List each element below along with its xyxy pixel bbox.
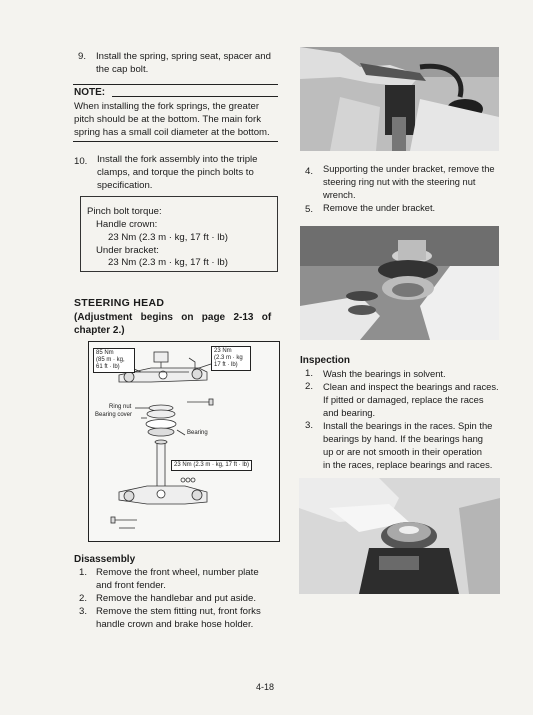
handle-crown-label: Handle crown: <box>96 219 158 230</box>
disassembly-1-number: 1. <box>79 567 88 578</box>
step-5-line-1: Remove the under bracket. <box>323 203 436 213</box>
section-title: STEERING HEAD <box>74 297 165 309</box>
step-10-number: 10. <box>74 156 88 167</box>
step-9-number: 9. <box>78 51 87 62</box>
disassembly-2-number: 2. <box>79 593 88 604</box>
inspection-3-number: 3. <box>305 420 314 431</box>
ring-nut-label: Ring nut <box>109 404 132 410</box>
torque-callout-bottom <box>171 460 252 471</box>
photo-ring-nut-removal-image <box>300 47 499 151</box>
step-9-line-2: the cap bolt. <box>96 64 149 75</box>
step-10-line-3: specification. <box>97 180 153 191</box>
torque-callout-left-line-1: 85 Nm <box>96 350 114 356</box>
photo-bearing-spin <box>299 478 500 594</box>
torque-callout-right-line-2: (2.3 m · kg <box>214 355 243 361</box>
step-9-line-1: Install the spring, spring seat, spacer and <box>96 51 271 62</box>
inspection-2-line-3: and bearing. <box>323 407 376 418</box>
inspection-2-number: 2. <box>305 381 314 392</box>
note-line-3: spring has a small coil diameter at the bottom. <box>74 127 270 138</box>
under-bracket-label: Under bracket: <box>96 245 159 256</box>
torque-callout-left-line-2: (85 m · kg, <box>96 357 125 363</box>
photo-under-bracket <box>300 226 499 340</box>
page-number: 4-18 <box>256 682 275 692</box>
step-10-line-1: Install the fork assembly into the triple <box>97 154 258 165</box>
disassembly-2-line-1: Remove the handlebar and put aside. <box>96 593 257 604</box>
torque-callout-left <box>93 348 135 373</box>
inspection-3-line-3: up or are not smooth in their operation <box>323 446 482 457</box>
inspection-3-line-2: bearings by hand. If the bearings hang <box>323 433 484 444</box>
disassembly-3-number: 3. <box>79 606 88 617</box>
torque-title: Pinch bolt torque: <box>87 206 162 217</box>
step-4-line-2: steering ring nut with the steering nut <box>323 177 476 187</box>
torque-callout-right-line-3: 17 ft · lb) <box>214 362 238 368</box>
section-subtitle-line-2: chapter 2.) <box>74 325 125 336</box>
step-4-line-3: wrench. <box>323 190 356 200</box>
disassembly-3-line-1: Remove the stem fitting nut, front forks <box>96 606 261 617</box>
inspection-title: Inspection <box>300 355 351 366</box>
inspection-2-line-2: If pitted or damaged, replace the races <box>323 394 484 405</box>
handle-crown-value: 23 Nm (2.3 m · kg, 17 ft · lb) <box>108 232 228 243</box>
disassembly-1-line-1: Remove the front wheel, number plate <box>96 567 259 578</box>
torque-callout-right-line-1: 23 Nm <box>214 348 232 354</box>
torque-callout-right <box>211 346 251 371</box>
note-line-2: pitch should be at the bottom. The main fork <box>74 114 262 125</box>
torque-callout-bottom-text: 23 Nm (2.3 m · kg, 17 ft · lb) <box>174 462 250 468</box>
photo-bearing-spin-image <box>299 478 500 594</box>
photo-under-bracket-image <box>300 226 499 340</box>
torque-callout-left-line-3: 61 ft · lb) <box>96 364 120 370</box>
step-4-line-1: Supporting the under bracket, remove the <box>323 164 495 174</box>
inspection-2-line-1: Clean and inspect the bearings and races. <box>323 381 499 392</box>
bearing-cover-label: Bearing cover <box>95 412 133 418</box>
under-bracket-value: 23 Nm (2.3 m · kg, 17 ft · lb) <box>108 257 228 268</box>
note-bottom-rule <box>73 141 278 142</box>
inspection-3-line-1: Install the bearings in the races. Spin the <box>323 420 493 431</box>
pinch-bolt-torque-box <box>80 196 278 272</box>
steering-head-diagram <box>88 341 280 542</box>
inspection-1-number: 1. <box>305 368 314 379</box>
bearing-label: Bearing <box>187 430 208 436</box>
inspection-1-line-1: Wash the bearings in solvent. <box>323 368 446 379</box>
note-top-rule <box>73 84 278 85</box>
disassembly-1-line-2: and front fender. <box>96 580 166 591</box>
photo-ring-nut-removal <box>300 47 499 151</box>
inspection-3-line-4: in the races, replace bearings and races. <box>323 459 493 470</box>
note-title: NOTE: <box>74 87 106 98</box>
disassembly-3-line-2: handle crown and brake hose holder. <box>96 619 254 630</box>
step-10-line-2: clamps, and torque the pinch bolts to <box>97 167 254 178</box>
note-title-rule <box>112 96 278 97</box>
section-subtitle-line-1: (Adjustment begins on page 2-13 of <box>74 312 272 323</box>
step-5-number: 5. <box>305 204 314 215</box>
note-line-1: When installing the fork springs, the greater <box>74 101 260 112</box>
step-4-number: 4. <box>305 166 314 177</box>
disassembly-title: Disassembly <box>74 554 136 565</box>
